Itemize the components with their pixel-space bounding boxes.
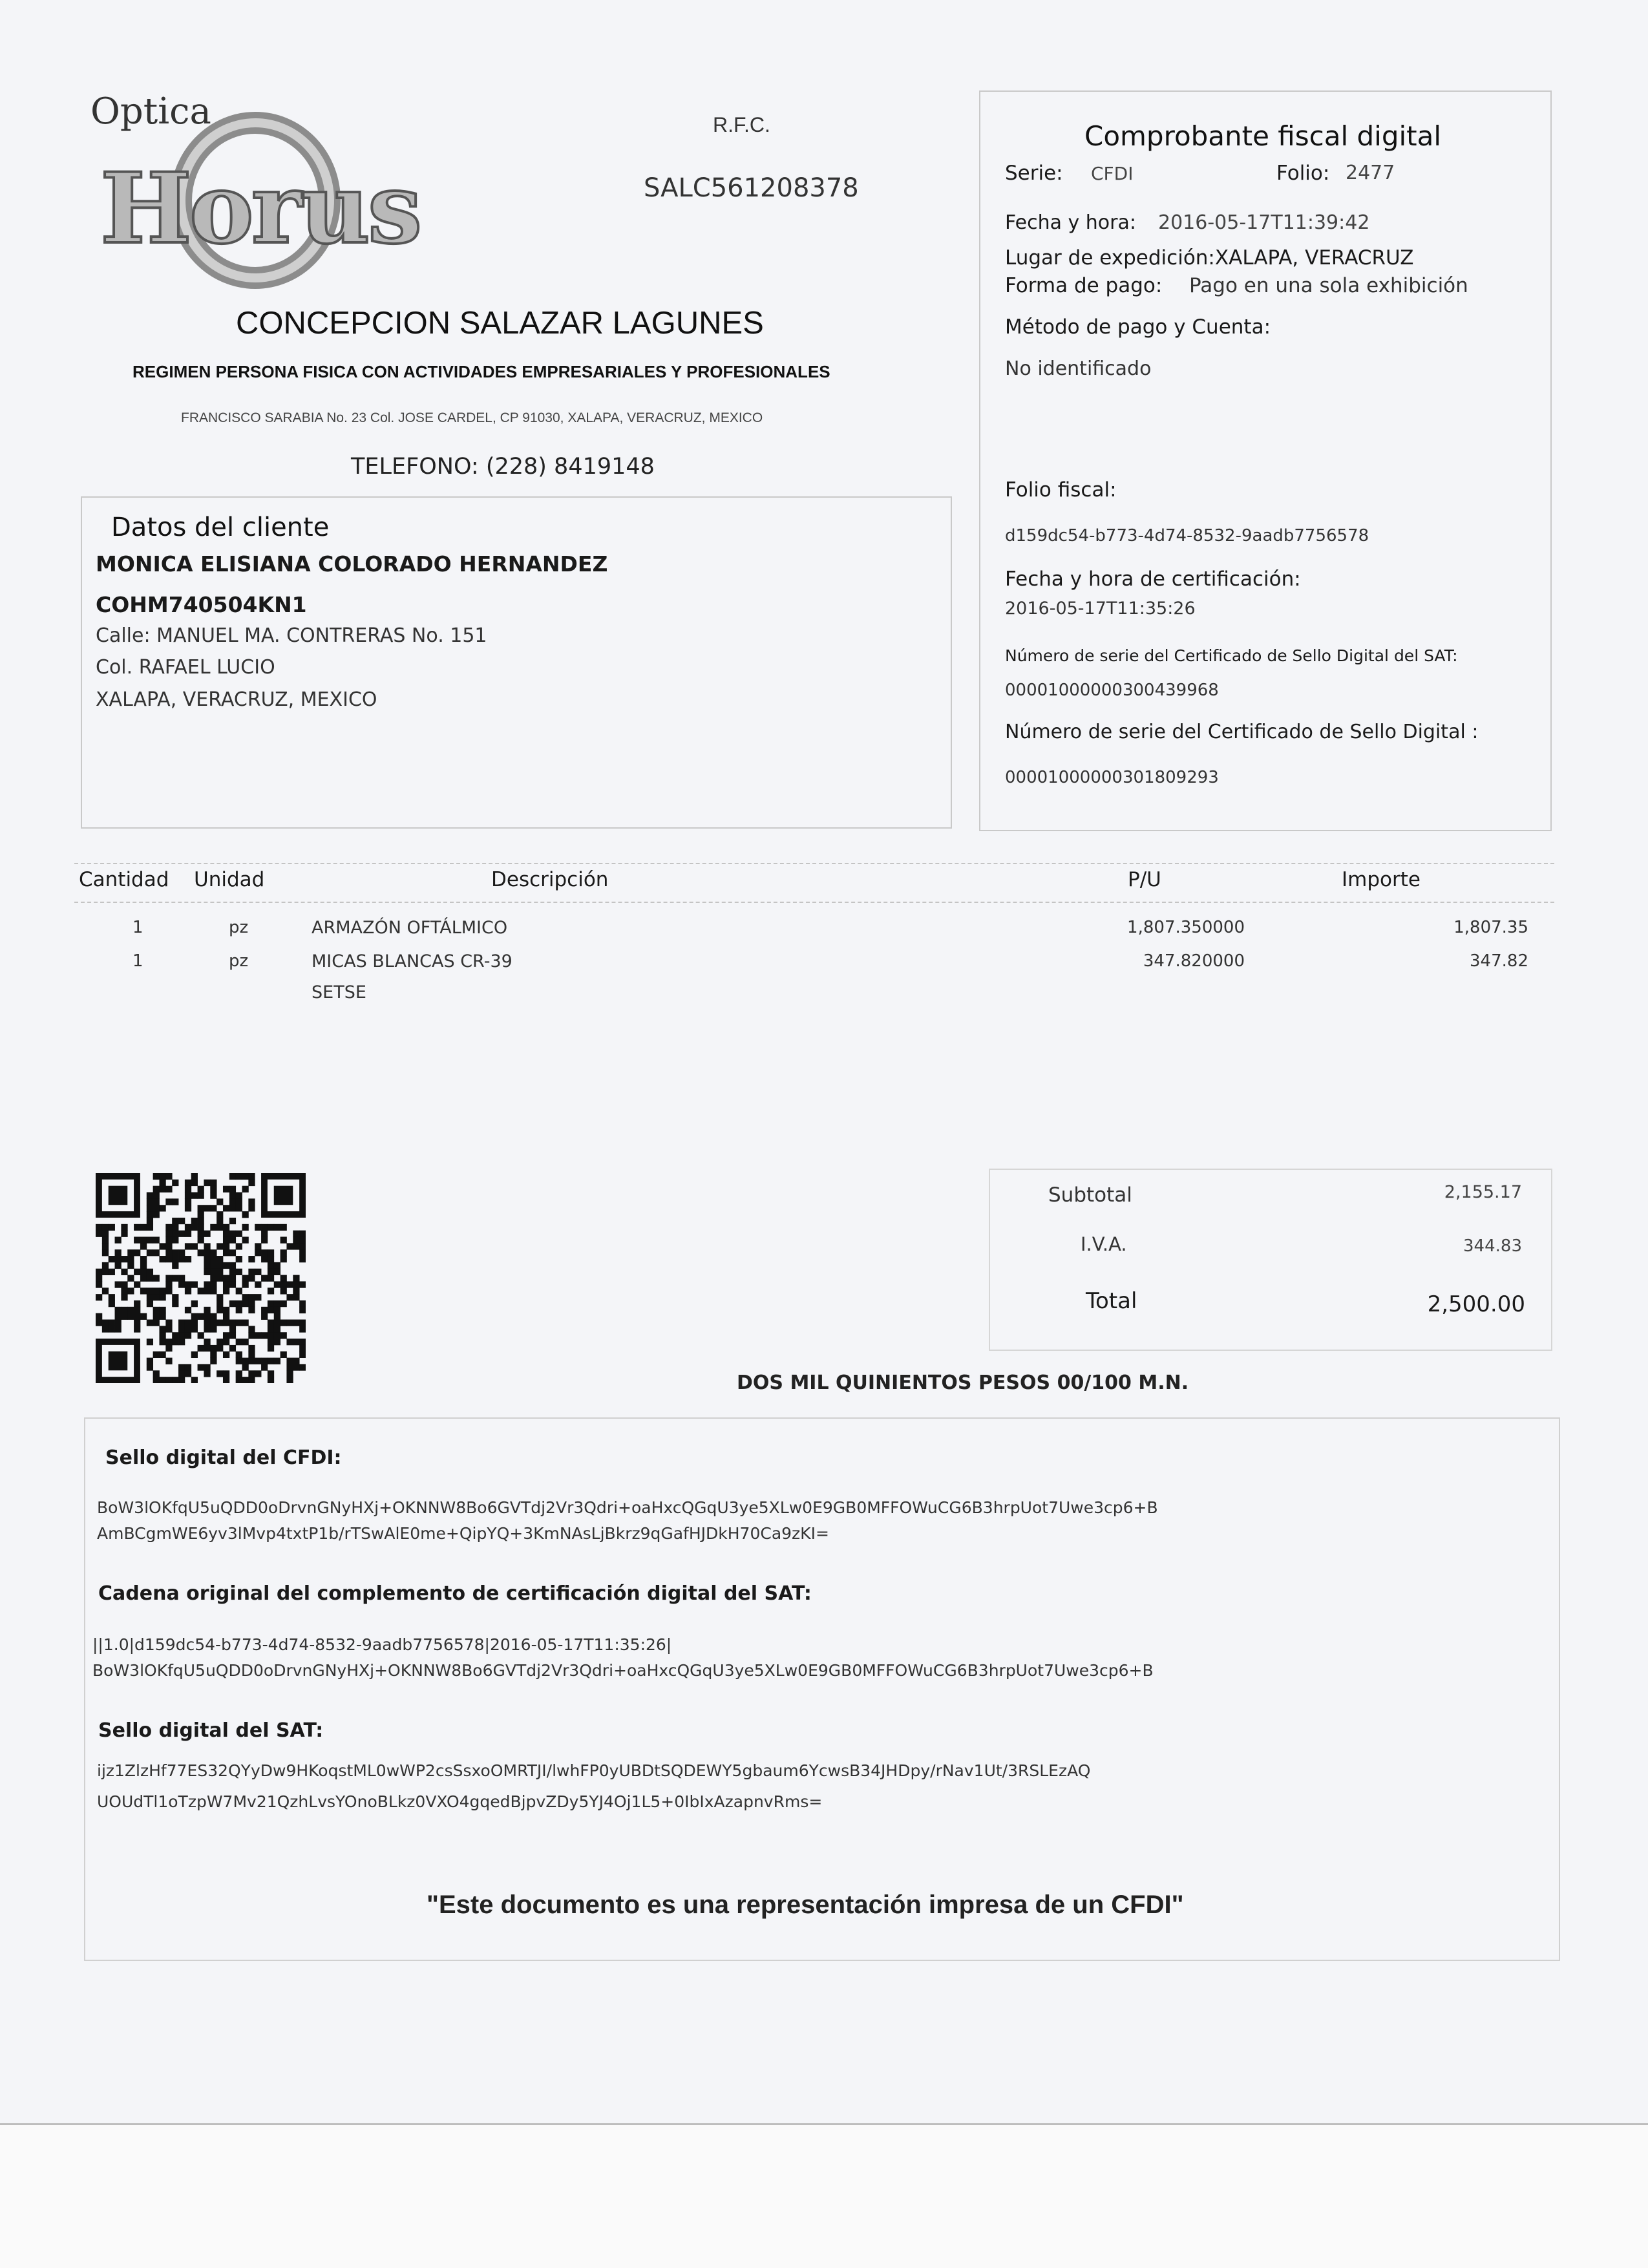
client-name: MONICA ELISIANA COLORADO HERNANDEZ — [96, 551, 608, 577]
col-header-cantidad: Cantidad — [79, 868, 169, 891]
sello-sat-line-2: UOUdTl1oTzpW7Mv21QzhLvsYOnoBLkz0VXO4gqedBjpvZDy5YJ4Oj1L5+0IbIxAzapnvRms= — [97, 1792, 823, 1811]
cfd-serie-label: Serie: — [1005, 162, 1063, 185]
cadena-label: Cadena original del complemento de certificación digital del SAT: — [98, 1582, 812, 1605]
row-unidad: pz — [229, 951, 249, 971]
sello-sat-line-1: ijz1ZlzHf77ES32QYyDw9HKoqstML0wWP2csSsxoOMRTJI/lwhFP0yUBDtSQDEWY5gbaum6YcwsB34JHDpy/rNav1Ut/3RSLEzAQ — [97, 1761, 1091, 1780]
cfd-folio: 2477 — [1346, 162, 1395, 184]
cfd-lugar: Lugar de expedición:XALAPA, VERACRUZ — [1005, 246, 1414, 270]
table-top-rule — [74, 863, 1554, 864]
cfd-serie-cert-sat: 00001000000300439968 — [1005, 681, 1219, 700]
row-importe: 1,807.35 — [1453, 918, 1528, 937]
cfd-fecha: 2016-05-17T11:39:42 — [1158, 211, 1370, 234]
issuer-regimen: REGIMEN PERSONA FISICA CON ACTIVIDADES EMPRESARIALES Y PROFESIONALES — [132, 362, 830, 381]
cfd-fecha-cert-label: Fecha y hora de certificación: — [1005, 567, 1301, 591]
cfd-serie-cert: 00001000000301809293 — [1005, 768, 1219, 787]
qr-code — [96, 1173, 306, 1383]
col-header-pu: P/U — [1128, 868, 1161, 891]
cfd-serie-cert-sat-label: Número de serie del Certificado de Sello Digital del SAT: — [1005, 646, 1458, 665]
row-descripcion: MICAS BLANCAS CR-39 — [312, 951, 512, 971]
cfd-title: Comprobante fiscal digital — [1084, 120, 1442, 152]
client-colony: Col. RAFAEL LUCIO — [96, 656, 275, 679]
client-street: Calle: MANUEL MA. CONTRERAS No. 151 — [96, 624, 487, 647]
cfd-serie: CFDI — [1091, 163, 1134, 184]
table-header-rule — [74, 902, 1554, 903]
subtotal-value: 2,155.17 — [1444, 1182, 1522, 1202]
col-header-unidad: Unidad — [194, 868, 265, 891]
row-importe: 347.82 — [1470, 951, 1528, 971]
subtotal-label: Subtotal — [1048, 1183, 1132, 1207]
cfd-fecha-cert: 2016-05-17T11:35:26 — [1005, 599, 1196, 619]
logo-top-word: Optica — [90, 90, 211, 132]
sello-cfdi-line-2: AmBCgmWE6yv3lMvp4txtP1b/rTSwAlE0me+QipYQ+3KmNAsLjBkrz9qGafHJDkH70Ca9zKI= — [97, 1524, 829, 1543]
cfd-metodo-label: Método de pago y Cuenta: — [1005, 315, 1271, 339]
cfd-metodo: No identificado — [1005, 357, 1152, 380]
logo-main-word: Horus — [100, 152, 420, 266]
amount-in-words: DOS MIL QUINIENTOS PESOS 00/100 M.N. — [737, 1372, 1189, 1394]
client-city: XALAPA, VERACRUZ, MEXICO — [96, 688, 377, 711]
row-pu: 347.820000 — [1143, 951, 1245, 971]
sello-cfdi-label: Sello digital del CFDI: — [105, 1447, 342, 1469]
rfc-label: R.F.C. — [713, 113, 770, 136]
client-heading: Datos del cliente — [111, 513, 330, 542]
total-label: Total — [1086, 1288, 1137, 1314]
issuer-rfc: SALC561208378 — [644, 173, 859, 203]
col-header-importe: Importe — [1342, 868, 1421, 891]
client-rfc: COHM740504KN1 — [96, 592, 307, 617]
scan-bottom-area — [0, 2125, 1648, 2268]
row-unidad: pz — [229, 918, 249, 937]
cadena-line-2: BoW3lOKfqU5uQDD0oDrvnGNyHXj+OKNNW8Bo6GVTdj2Vr3Qdri+oaHxcQGqU3ye5XLw0E9GB0MFFOWuCG6B3hrpUot7Uwe3cp6+B — [92, 1661, 1154, 1680]
cfd-folio-fiscal: d159dc54-b773-4d74-8532-9aadb7756578 — [1005, 526, 1369, 546]
iva-value: 344.83 — [1463, 1236, 1522, 1256]
issuer-name: CONCEPCION SALAZAR LAGUNES — [236, 306, 764, 341]
issuer-phone: TELEFONO: (228) 8419148 — [351, 454, 655, 480]
row-pu: 1,807.350000 — [1127, 918, 1245, 937]
cfd-folio-label: Folio: — [1276, 162, 1330, 185]
cfdi-footer-note: "Este documento es una representación impresa de un CFDI" — [427, 1891, 1184, 1919]
row-descripcion: ARMAZÓN OFTÁLMICO — [312, 918, 508, 938]
sello-sat-label: Sello digital del SAT: — [98, 1719, 324, 1742]
sello-cfdi-line-1: BoW3lOKfqU5uQDD0oDrvnGNyHXj+OKNNW8Bo6GVTdj2Vr3Qdri+oaHxcQGqU3ye5XLw0E9GB0MFFOWuCG6B3hrpUot7Uwe3cp6+B — [97, 1498, 1158, 1517]
logo — [87, 90, 436, 297]
cadena-line-1: ||1.0|d159dc54-b773-4d74-8532-9aadb7756578|2016-05-17T11:35:26| — [92, 1635, 672, 1654]
cfd-forma: Pago en una sola exhibición — [1189, 274, 1468, 297]
cfd-forma-label: Forma de pago: — [1005, 274, 1163, 297]
iva-label: I.V.A. — [1081, 1233, 1127, 1255]
cfd-serie-cert-label: Número de serie del Certificado de Sello Digital : — [1005, 721, 1479, 743]
qr-code-icon — [96, 1173, 306, 1383]
cfd-folio-fiscal-label: Folio fiscal: — [1005, 478, 1117, 502]
row-cantidad: 1 — [132, 951, 143, 971]
issuer-address: FRANCISCO SARABIA No. 23 Col. JOSE CARDEL, CP 91030, XALAPA, VERACRUZ, MEXICO — [181, 410, 763, 425]
total-value: 2,500.00 — [1427, 1291, 1525, 1317]
cfd-fecha-label: Fecha y hora: — [1005, 211, 1136, 234]
col-header-descripcion: Descripción — [491, 868, 609, 891]
row-cantidad: 1 — [132, 918, 143, 937]
row-descripcion-cont: SETSE — [312, 982, 366, 1002]
